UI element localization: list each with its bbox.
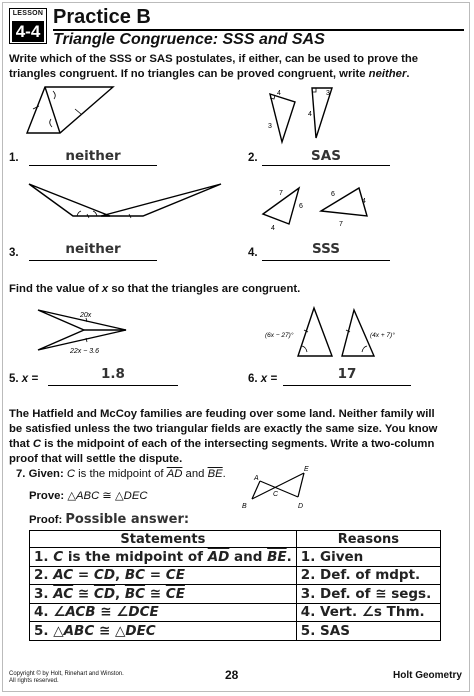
figure-6 [262,304,412,362]
problem-1-number: 1. [9,152,19,164]
svg-text:3: 3 [326,90,330,97]
copyright: Copyright © by Holt, Rinehart and Winston. All rights reserved. [9,671,124,684]
statement-cell: 2. AC = CD, BC = CE [30,566,297,585]
svg-text:4: 4 [271,225,275,232]
svg-text:A: A [254,475,259,482]
reason-cell: 4. Vert. ∠s Thm. [296,603,440,622]
statement-cell: 4. ∠ACB ≅ ∠DCE [30,603,297,622]
problem-2-number: 2. [248,152,258,164]
part3-paragraph [9,407,471,467]
svg-text:20x: 20x [80,312,92,319]
paragraph-line: that C is the midpoint of each of the intersecting segments. Write a two-column [9,438,435,450]
table-row [30,603,441,622]
page-subtitle: Triangle Congruence: SSS and SAS [53,31,325,48]
statement-cell: 5. △ABC ≅ △DEC [30,622,297,641]
problem-7-prove: Prove: △ABC ≅ △DEC [29,490,148,502]
lesson-label: LESSON [12,10,44,17]
svg-text:(6x − 27)°: (6x − 27)° [265,332,294,339]
svg-text:6: 6 [299,203,303,210]
problem-1-answer-line [29,165,157,166]
problem-5-number: 5. x = [9,373,39,385]
figure-4 [259,184,374,234]
reason-cell: 2. Def. of mdpt. [296,566,440,585]
svg-text:C: C [273,491,279,498]
svg-text:3: 3 [268,123,272,130]
paragraph-line: be satisfied unless the two triangular fields are exactly the same size. You know [9,423,438,435]
problem-4-answer: SSS [312,241,340,257]
table-row [30,585,441,604]
svg-text:7: 7 [279,190,283,197]
problem-5-answer: 1.8 [101,366,125,382]
svg-text:B: B [242,503,247,510]
svg-text:22x − 3.6: 22x − 3.6 [70,348,99,355]
figure-5 [30,306,140,358]
svg-text:4: 4 [308,111,312,118]
statements-header: Statements [30,531,297,548]
reason-cell: 5. SAS [296,622,440,641]
table-row [30,622,441,641]
page-number: 28 [225,668,239,682]
reasons-header: Reasons [296,531,440,548]
part1-instructions [9,52,469,82]
table-row [30,566,441,585]
reason-cell: 1. Given [296,548,440,567]
paragraph-line: The Hatfield and McCoy families are feuding over some land. Neither family will [9,408,435,420]
page-title: Practice B [53,6,151,28]
proof-answer-label: Possible answer: [65,512,190,527]
figure-3 [25,180,225,222]
table-row [30,548,441,567]
figure-2 [262,82,342,147]
svg-text:E: E [304,466,309,473]
problem-7-given: 7. Given: C is the midpoint of $\overline{AD}$ and $\overline{BE}$. [16,468,226,480]
part1-instructions-line2: triangles congruent. If no triangles can be proved congruent, write neither. [9,68,410,80]
svg-text:7: 7 [339,221,343,228]
problem-6-answer: 17 [337,366,357,382]
problem-5-answer-line [48,385,178,386]
table-header-row [30,531,441,548]
svg-text:4: 4 [362,198,366,205]
statement-cell: 1. C is the midpoint of $\overline{AD}$ and $\overline{BE}$. [30,548,297,567]
problem-6-answer-line [283,385,411,386]
problem-2-answer: SAS [311,148,341,164]
svg-text:(4x + 7)°: (4x + 7)° [370,332,395,339]
problem-7-proof-label: Proof: Possible answer: [29,512,190,527]
proof-table [29,530,441,641]
part2-instructions: Find the value of x so that the triangles are congruent. [9,283,301,295]
svg-text:6: 6 [331,191,335,198]
statement-cell: 3. $\overline{AC}$ ≅ $\overline{CD}$, $\overline{BC}$ ≅ $\overline{CE}$ [30,585,297,604]
lesson-badge [9,8,47,44]
problem-3-answer-line [29,260,157,261]
figure-7 [240,463,320,515]
problem-2-answer-line [262,165,390,166]
svg-text:D: D [298,503,304,510]
figure-1 [15,83,135,138]
lesson-number: 4-4 [12,21,44,42]
problem-3-number: 3. [9,247,19,259]
problem-1-answer: neither [65,148,121,164]
reason-cell: 3. Def. of ≅ segs. [296,585,440,604]
paragraph-line: proof that will settle the dispute. [9,453,183,465]
svg-text:4: 4 [277,90,281,97]
part1-instructions-line1: Write which of the SSS or SAS postulates, if either, can be used to prove the [9,53,419,65]
problem-6-number: 6. x = [248,373,278,385]
book-title: Holt Geometry [393,670,462,681]
problem-4-number: 4. [248,247,258,259]
problem-4-answer-line [262,260,390,261]
problem-3-answer: neither [65,241,121,257]
